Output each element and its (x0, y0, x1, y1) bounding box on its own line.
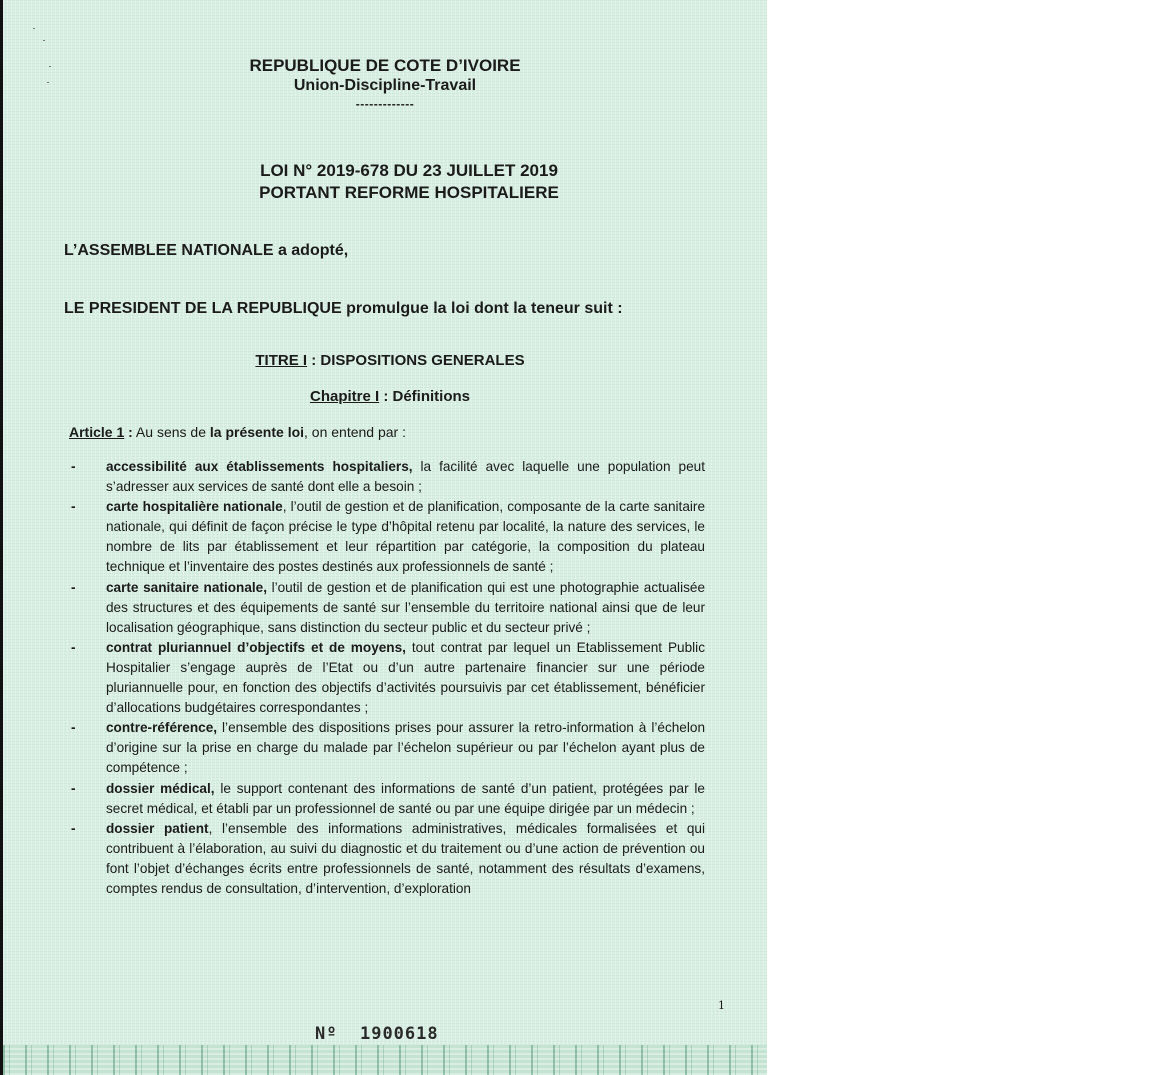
chapitre-rest: : Définitions (379, 388, 470, 405)
security-pattern-band (3, 1045, 767, 1075)
president-rest: promulgue la loi dont la teneur suit : (341, 300, 623, 317)
definition-item (65, 457, 705, 497)
article-end: , on entend par : (304, 424, 406, 440)
serial-prefix: Nº (315, 1024, 338, 1044)
serial-number (315, 1024, 439, 1044)
definition-term: contrat pluriannuel d’objectifs et de moyens, (106, 639, 406, 655)
definition-text: le support contenant des informations de santé d’un patient, protégées par le secret médical, et établi par un professionnel de santé ou par une équipe dirigée par un médecin ; (106, 780, 705, 816)
bullet-dash: - (71, 459, 76, 474)
bullet-dash: - (71, 499, 76, 515)
bullet-dash: - (71, 639, 76, 655)
president-bold: LE PRESIDENT DE LA REPUBLIQUE (64, 300, 342, 317)
definition-text: , l’outil de gestion et de planification, composante de la carte sanitaire nationale, qui définit de façon précise le type d’hôpital retenu par localité, la nature des services, le nombre de lits par établissement et leur répartition par catégorie, la composition du plateau technique et l’inventaire des postes destinés aux professionnels de santé ; (106, 499, 706, 575)
definition-item (65, 718, 705, 778)
article-bold: la présente loi (209, 424, 305, 440)
definition-text: l’ensemble des dispositions prises pour assurer la retro-information à l’échelon d’origine sur la prise en charge du malade par l’échelon supérieur ou par l’échelon ayant plus de compétence ; (106, 720, 705, 776)
article-label: Article 1 (69, 424, 125, 440)
article-1-intro (69, 424, 406, 440)
law-title: LOI N° 2019-678 DU 23 JUILLET 2019 (260, 161, 558, 180)
page-number: 1 (718, 999, 725, 1012)
bullet-dash: - (71, 780, 76, 796)
bullet-dash: - (71, 720, 76, 736)
definition-item (65, 779, 705, 819)
bullet-dash: - (71, 820, 76, 836)
definition-item (65, 497, 705, 577)
definition-term: carte sanitaire nationale, (106, 579, 268, 595)
header-separator: ------------- (355, 97, 415, 111)
document-page (3, 0, 767, 1075)
article-intro: Au sens de (132, 424, 210, 440)
definition-text: tout contrat par lequel un Etablissement Public Hospitalier s’engage auprès de l’Etat ou d’un autre partenaire financier sur une période pluriannuelle pour, en fonction des objectifs d’activités poursuivis par cet établissement, bénéficier d’allocations budgétaires correspondantes ; (106, 639, 705, 716)
definition-term: dossier médical, (106, 780, 215, 796)
definition-item (65, 638, 705, 718)
bullet-dash: - (71, 579, 76, 595)
titre-rest: : DISPOSITIONS GENERALES (307, 352, 525, 369)
article-colon: : (124, 424, 133, 440)
definitions-list (65, 457, 705, 899)
national-motto: Union-Discipline-Travail (293, 77, 477, 94)
definition-item (65, 819, 705, 899)
chapitre-heading (3, 388, 777, 405)
president-statement (64, 300, 623, 318)
definition-text: l’outil de gestion et de planification qui est une photographie actualisée des structures et des équipements de santé sur l’ensemble du territoire national ainsi que de leur localisation géographique, sans distinction du secteur public et du secteur privé ; (106, 579, 706, 635)
definition-text: , l’ensemble des informations administratives, médicales formalisées et qui contribuent à l’élaboration, au suivi du diagnostic et du traitement ou d’une action de prévention ou font l’objet d’échanges écrits entre professionnels de santé, notamment des résultats d’examens, comptes rendus de consultation, d’intervention, d’exploration (106, 820, 705, 896)
assembly-statement: L’ASSEMBLEE NATIONALE a adopté, (64, 242, 349, 259)
definition-item (65, 578, 705, 638)
titre-heading (3, 352, 777, 369)
serial-digits: 1900618 (359, 1024, 439, 1044)
definition-term: accessibilité aux établissements hospitaliers, (106, 459, 413, 474)
definition-term: contre-référence, (106, 720, 218, 736)
chapitre-label: Chapitre I (309, 388, 380, 405)
law-subtitle: PORTANT REFORME HOSPITALIERE (259, 183, 559, 202)
definition-text: la facilité avec laquelle une population peut s’adresser aux services de santé dont elle a besoin ; (106, 459, 705, 495)
definition-term: dossier patient (106, 820, 209, 836)
titre-label: TITRE I (255, 352, 308, 369)
country-heading: REPUBLIQUE DE COTE D’IVOIRE (249, 56, 521, 75)
definition-term: carte hospitalière nationale (106, 499, 283, 515)
